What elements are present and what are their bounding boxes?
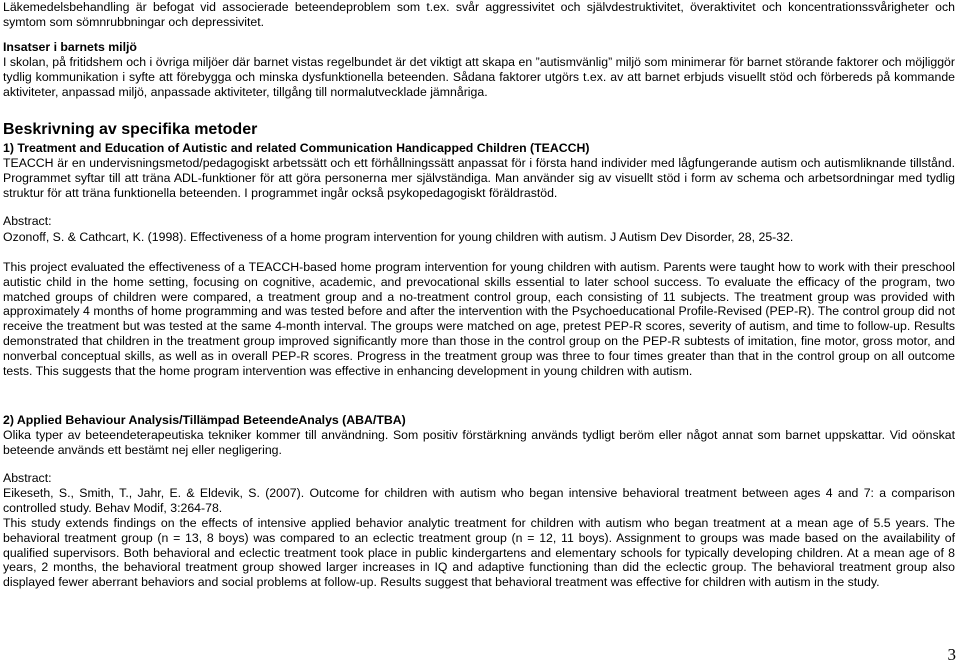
teacch-citation: Ozonoff, S. & Cathcart, K. (1998). Effectiveness of a home program intervention for young children with autism. J Autism Dev Disorder, 28, 25-32.: [3, 230, 794, 244]
aba-body: Olika typer av beteendeterapeutiska tekniker kommer till användning. Som positiv förstärkning används tydligt beröm eller något annat som barnet uppskattar. Vid oönskat beteende används ett bestämt nej eller negligering.: [3, 428, 955, 457]
school-heading: Insatser i barnets miljö: [3, 40, 137, 54]
teacch-body: TEACCH är en undervisningsmetod/pedagogiskt arbetssätt och ett förhållningssätt anpassat för i första hand individer med lågfungerande autism och autismliknande tillstånd. Programmet syftar till att träna ADL-funktioner för att göra personerna mer självständiga. Man använder sig av visuellt stöd i form av schema och arbetsordningar med tydlig struktur för att träna funktionella beteenden. I programmet ingår också psykopedagogiskt föräldrastöd.: [3, 156, 955, 200]
aba-heading: 2) Applied Behaviour Analysis/Tillämpad BeteendeAnalys (ABA/TBA): [3, 413, 406, 427]
teacch-heading: 1) Treatment and Education of Autistic and related Communication Handicapped Children (TEACCH): [3, 141, 590, 155]
intro-paragraph: Läkemedelsbehandling är befogat vid associerade beteendeproblem som t.ex. svår aggressivitet och självdestruktivitet, överaktivitet och koncentrationssvårigheter och symtom som sömnrubbningar och depressivitet.: [3, 0, 955, 29]
methods-heading: Beskrivning av specifika metoder: [3, 121, 258, 138]
teacch-abstract: This project evaluated the effectiveness of a TEACCH-based home program intervention for young children with autism. Parents were taught how to work with their preschool autistic child in the home setting, focusing on cognitive, academic, and prevocational skills essential to later school success. To evaluate the efficacy of the program, two matched groups of children were compared, a treatment group and a no-treatment control group, each consisting of 11 subjects. The treatment group was provided with approximately 4 months of home programming and was tested before and after the intervention with the Psychoeducational Profile-Revised (PEP-R). The control group did not receive the treatment but was tested at the same 4-month interval. The groups were matched on age, pretest PEP-R scores, severity of autism, and time to follow-up. Results demonstrated that children in the treatment group improved significantly more than those in the control group on the PEP-R subtests of imitation, fine motor, gross motor, and nonverbal conceptual skills, as well as in overall PEP-R scores. Progress in the treatment group was three to four times greater than that in the control group on all outcome tests. This suggests that the home program intervention was effective in enhancing development in young children with autism.: [3, 260, 955, 378]
aba-abstract: This study extends findings on the effects of intensive applied behavior analytic treatment for children with autism who began treatment at a mean age of 5.5 years. The behavioral treatment group (n = 13, 8 boys) was compared to an eclectic treatment group (n = 12, 11 boys). Assignment to groups was made based on the availability of qualified supervisors. Both behavioral and eclectic treatment took place in public kindergartens and elementary schools for typically developing children. At a mean age of 8 years, 2 months, the behavioral treatment group showed larger increases in IQ and adaptive functioning than did the eclectic group. The behavioral treatment group also displayed fewer aberrant behaviors and social problems at follow-up. Results suggest that behavioral treatment was effective for children with autism in the study.: [3, 516, 955, 590]
teacch-abstract-label: Abstract:: [3, 214, 52, 228]
aba-citation: Eikeseth, S., Smith, T., Jahr, E. & Eldevik, S. (2007). Outcome for children with autism who began intensive behavioral treatment between ages 4 and 7: a comparison controlled study. Behav Modif, 3:264-78.: [3, 486, 955, 515]
page-number: 3: [947, 645, 956, 664]
school-body: I skolan, på fritidshem och i övriga miljöer där barnet vistas regelbundet är det viktigt att skapa en ”autismvänlig” miljö som minimerar för barnet störande faktorer och möjliggör tydlig kommunikation i syfte att förebygga och minska dysfunktionella beteenden. Sådana faktorer utgörs t.ex. av att barnet erbjuds visuellt stöd och förbereds på kommande aktiviteter, anpassad miljö, anpassade aktiviteter, tillgång till normalutvecklade jämnåriga.: [3, 55, 955, 99]
aba-abstract-label: Abstract:: [3, 471, 52, 485]
